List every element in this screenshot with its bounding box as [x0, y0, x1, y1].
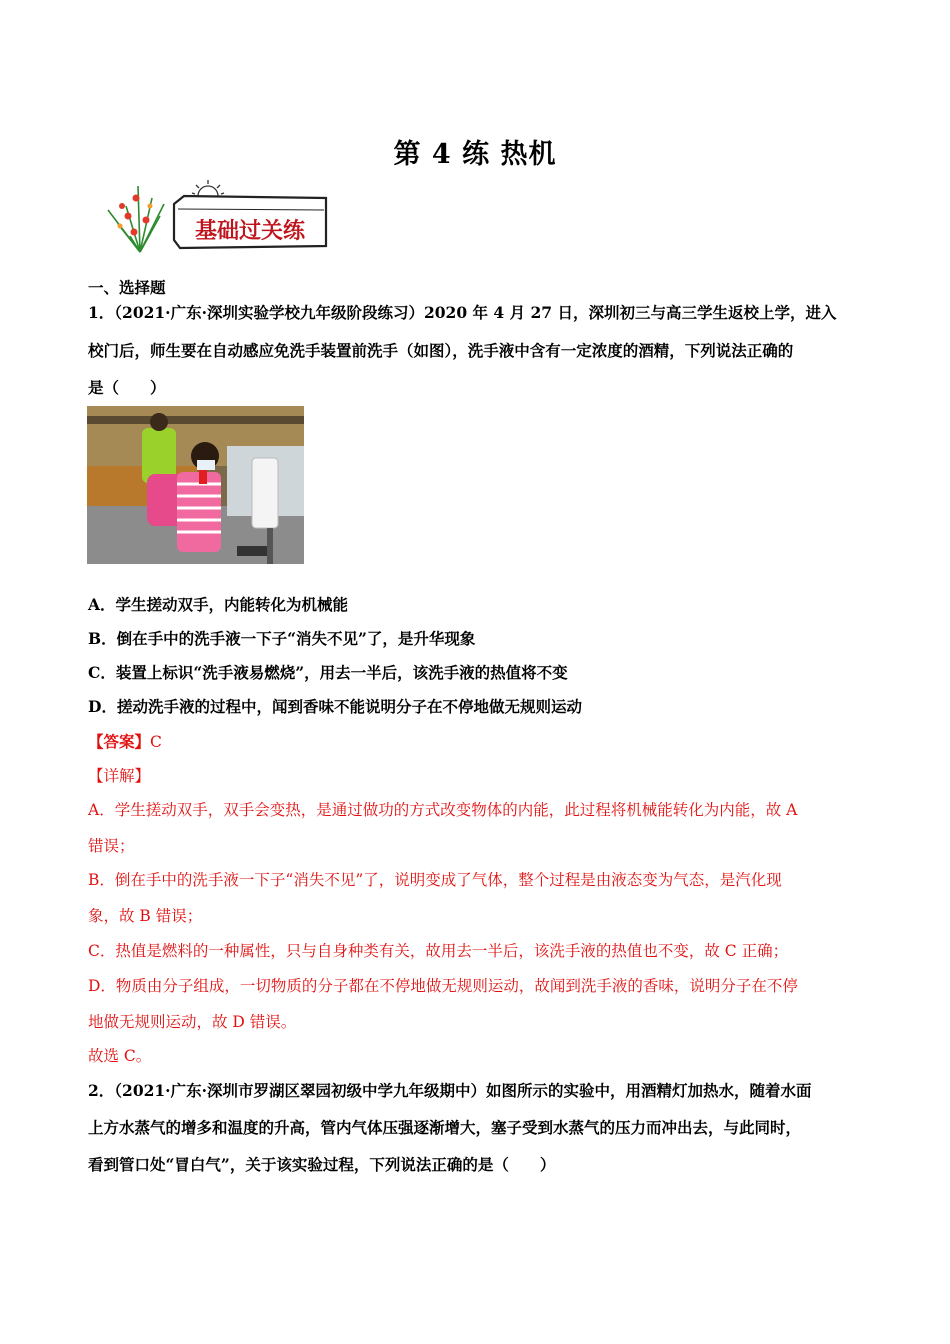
detail-line-5: C．热值是燃料的一种属性，只与自身种类有关，故用去一半后，该洗手液的热值也不变，故 C 正确；	[88, 942, 789, 960]
q1-option-d: D．搓动洗手液的过程中，闻到香味不能说明分子在不停地做无规则运动	[88, 697, 582, 716]
detail-line-6: D．物质由分子组成，一切物质的分子都在不停地做无规则运动，故闻到洗手液的香味，说明分子在不停	[88, 977, 798, 995]
detail-line-7: 地做无规则运动，故 D 错误。	[88, 1013, 297, 1031]
detail-line-3: B．倒在手中的洗手液一下子“消失不见”了，说明变成了气体，整个过程是由液态变为气态，是汽化现	[88, 871, 782, 889]
q2-stem-line3: 看到管口处“冒白气”，关于该实验过程，下列说法正确的是（ ）	[88, 1155, 556, 1174]
q1-answer	[88, 730, 162, 752]
badge-text: 基础过关练	[194, 218, 306, 244]
handwash-photo-icon	[87, 406, 304, 564]
page-title: 第 4 练 热机	[393, 139, 557, 170]
answer-value: C	[150, 733, 162, 751]
answer-label: 【答案】	[88, 732, 151, 751]
detail-line-1: A．学生搓动双手，双手会变热，是通过做功的方式改变物体的内能，此过程将机械能转化为内能，故 A	[88, 801, 798, 819]
q1-stem-line2: 校门后，师生要在自动感应免洗手装置前洗手（如图），洗手液中含有一定浓度的酒精，下列说法正确的	[88, 341, 794, 360]
section-heading: 一、选择题	[88, 278, 166, 297]
detail-line-4: 象，故 B 错误；	[88, 907, 203, 925]
q2-stem-line1: 2．（2021·广东·深圳市罗湖区翠园初级中学九年级期中）如图所示的实验中，用酒精灯加热水，随着水面	[88, 1081, 812, 1100]
q1-stem-line3: 是（ ）	[88, 378, 166, 397]
q1-option-c: C．装置上标识“洗手液易燃烧”，用去一半后，该洗手液的热值将不变	[88, 663, 568, 682]
detail-line-2: 错误；	[88, 837, 135, 855]
section-badge	[100, 176, 330, 256]
q1-option-b: B．倒在手中的洗手液一下子“消失不见”了，是升华现象	[88, 629, 476, 648]
q1-conclusion: 故选 C。	[88, 1047, 152, 1065]
q1-option-a: A．学生搓动双手，内能转化为机械能	[88, 595, 349, 614]
detail-label: 【详解】	[88, 767, 151, 785]
flower-sign-icon	[100, 176, 330, 256]
q2-stem-line2: 上方水蒸气的增多和温度的升高，管内气体压强逐渐增大，塞子受到水蒸气的压力而冲出去，与此同时，	[88, 1118, 802, 1137]
q1-photo	[87, 406, 304, 564]
q1-stem-line1: 1．（2021·广东·深圳实验学校九年级阶段练习）2020 年 4 月 27 日，深圳初三与高三学生返校上学，进入	[88, 303, 837, 322]
